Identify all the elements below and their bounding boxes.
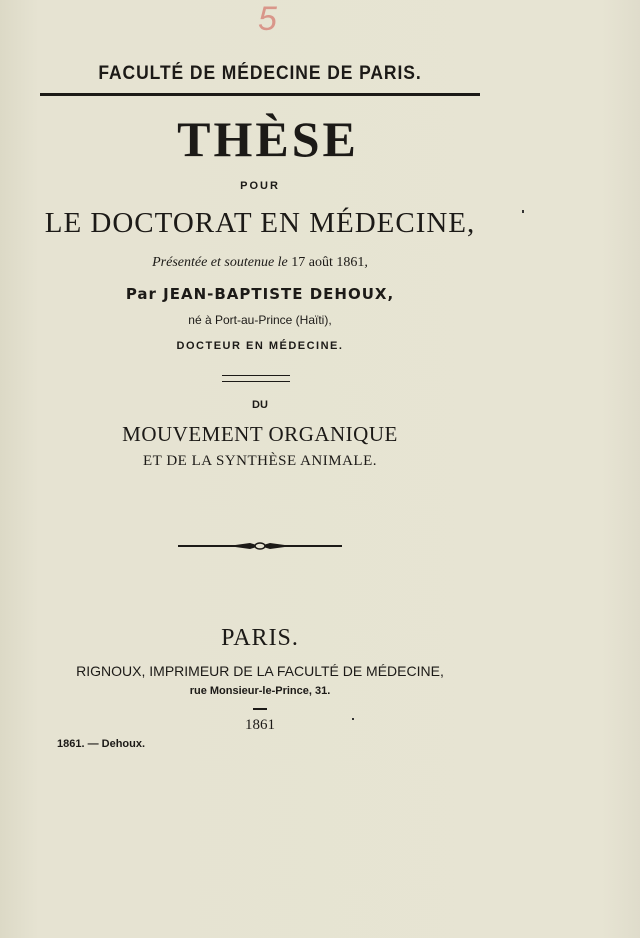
presentation-line: [0, 255, 520, 271]
birth-line: né à Port-au-Prince (Haïti),: [188, 313, 332, 327]
short-dash: [253, 708, 267, 710]
ink-speck: [522, 210, 524, 213]
subject-title: MOUVEMENT ORGANIQUE: [122, 422, 398, 446]
pour-label: POUR: [240, 180, 280, 192]
presentation-text: Présentée et soutenue le: [152, 255, 288, 270]
degree-heading: LE DOCTORAT EN MÉDECINE,: [44, 207, 476, 239]
du-label: DU: [252, 399, 268, 411]
faculty-heading: FACULTÉ DE MÉDECINE DE PARIS.: [98, 63, 422, 84]
signature-footer: 1861. — Dehoux.: [57, 738, 146, 750]
printer-address: rue Monsieur-le-Prince, 31.: [189, 685, 331, 697]
imprint-city: PARIS.: [221, 625, 299, 651]
double-rule-divider: [222, 375, 290, 382]
corner-mark: 5: [258, 0, 277, 38]
presentation-comma: ,: [364, 255, 368, 270]
printer-line: RIGNOUX, IMPRIMEUR DE LA FACULTÉ DE MÉDECINE,: [76, 663, 444, 679]
thesis-title: THÈSE: [177, 111, 359, 167]
subject-subtitle: ET DE LA SYNTHÈSE ANIMALE.: [143, 453, 377, 469]
imprint-year: 1861: [245, 717, 275, 733]
ink-speck: [352, 718, 354, 720]
qualification-line: DOCTEUR EN MÉDECINE.: [176, 340, 344, 352]
ornament-divider: [178, 540, 342, 552]
heading-rule: [40, 93, 480, 96]
author-line: Par JEAN-BAPTISTE DEHOUX,: [125, 285, 395, 303]
presentation-date: 17 août 1861: [291, 255, 365, 270]
